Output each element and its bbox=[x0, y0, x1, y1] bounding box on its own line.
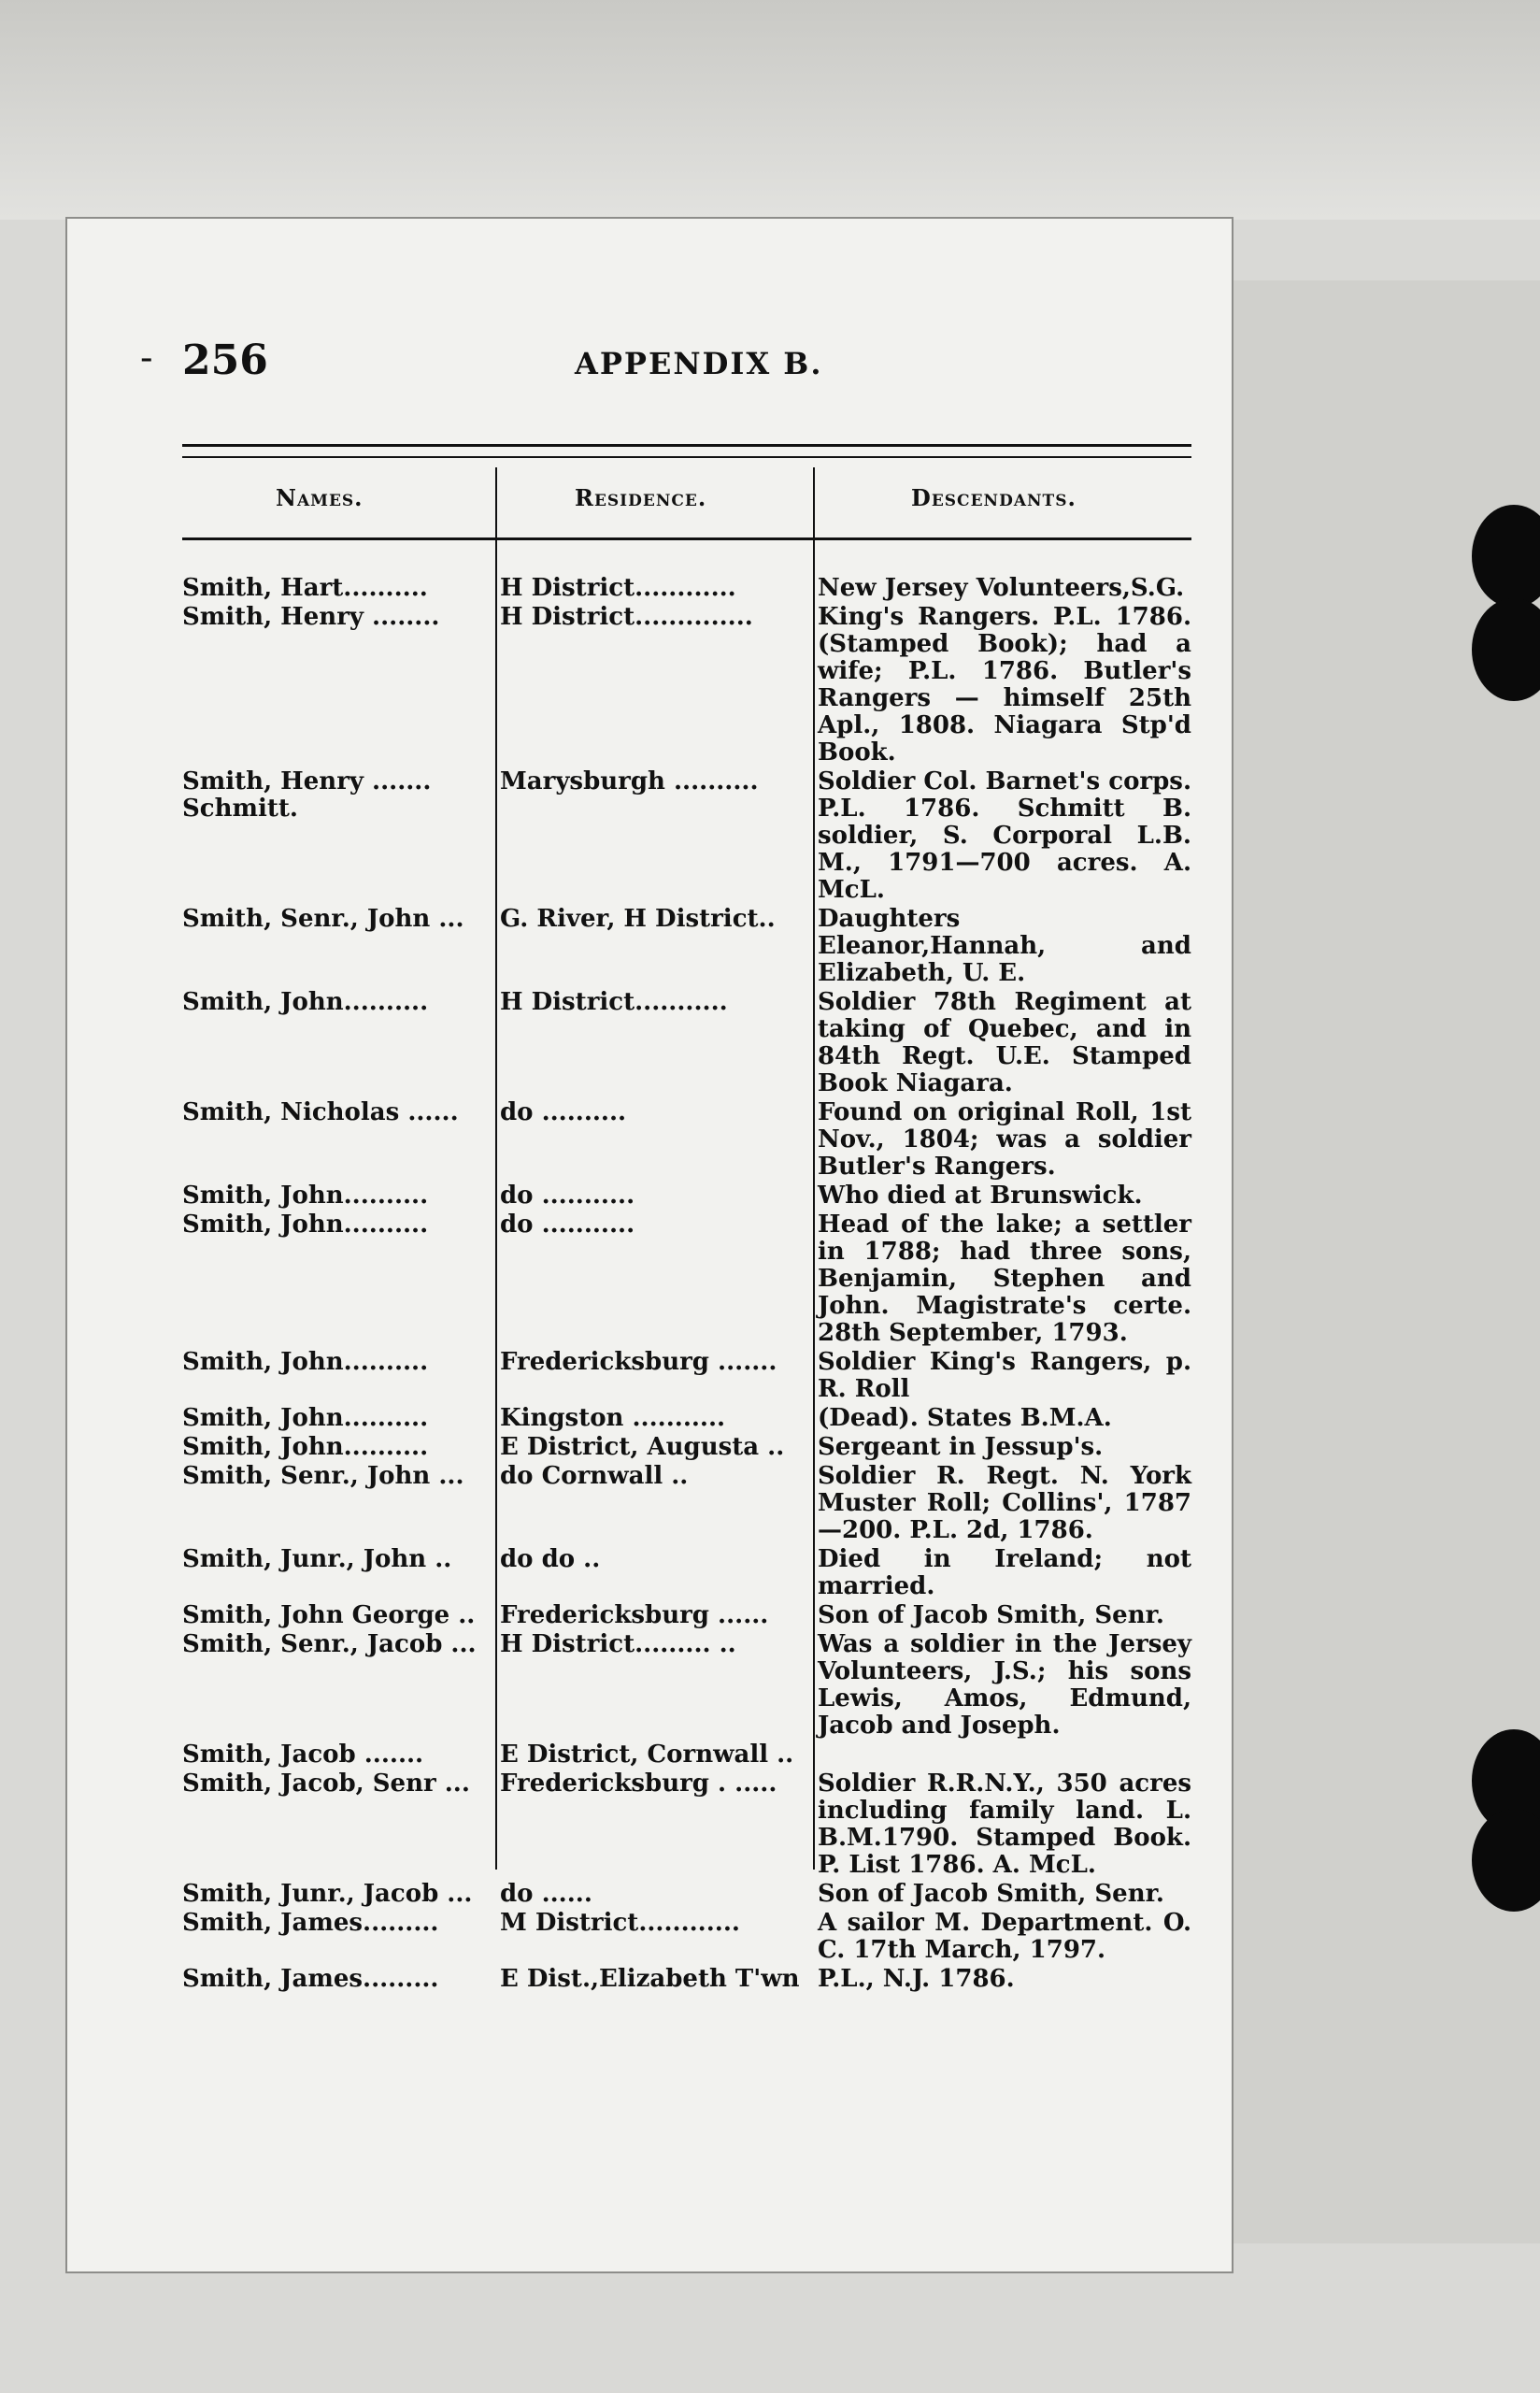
cell-residence: Fredericksburg ....... bbox=[500, 1348, 777, 1376]
cell-name: Smith, Henry ....... Schmitt. bbox=[182, 767, 432, 823]
table-row bbox=[182, 1741, 1191, 1769]
cell-descendants: Soldier King's Rangers, p. R. Roll bbox=[818, 1348, 1191, 1403]
cell-name: Smith, James......... bbox=[182, 1909, 439, 1937]
table-row bbox=[182, 906, 1191, 987]
cell-descendants: Soldier R. Regt. N. York Muster Roll; Collins', 1787 —200. P.L. 2d, 1786. bbox=[818, 1462, 1191, 1544]
cell-descendants: Died in Ireland; not married. bbox=[818, 1545, 1191, 1600]
cell-name: Smith, Jacob, Senr ... bbox=[182, 1770, 470, 1798]
cell-residence: G. River, H District.. bbox=[500, 905, 776, 933]
scan-top-margin bbox=[0, 0, 1540, 220]
cell-descendants: New Jersey Volunteers,S.G. bbox=[818, 574, 1185, 602]
table-row bbox=[182, 1546, 1191, 1600]
cell-name: Smith, Senr., Jacob ... bbox=[182, 1630, 477, 1658]
table-row bbox=[182, 1463, 1191, 1544]
cell-residence: do do .. bbox=[500, 1545, 601, 1573]
cell-name: Smith, Junr., Jacob ... bbox=[182, 1880, 473, 1908]
table-row bbox=[182, 575, 1191, 602]
cell-name: Smith, Jacob ....... bbox=[182, 1741, 424, 1769]
page-number: 256 bbox=[182, 337, 268, 384]
cell-name: Smith, John George .. bbox=[182, 1601, 476, 1629]
cell-residence: H District........... bbox=[500, 988, 728, 1016]
col-head-names: Names. bbox=[276, 484, 364, 511]
col-head-residence: Residence. bbox=[575, 484, 707, 511]
table-row bbox=[182, 1881, 1191, 1908]
table-body bbox=[182, 575, 1191, 1995]
cell-descendants: Soldier Col. Barnet's corps. P.L. 1786. Schmitt B. soldier, S. Corporal L.B. M., 1791—700 acres. A. McL. bbox=[818, 767, 1191, 904]
table-row bbox=[182, 604, 1191, 767]
cell-residence: do ...... bbox=[500, 1880, 592, 1908]
cell-descendants: Was a soldier in the Jersey Volunteers, J.S.; his sons Lewis, Amos, Edmund, Jacob and Joseph. bbox=[818, 1630, 1191, 1740]
cell-descendants: P.L., N.J. 1786. bbox=[818, 1965, 1015, 1993]
cell-name: Smith, John.......... bbox=[182, 1404, 429, 1432]
cell-descendants: (Dead). States B.M.A. bbox=[818, 1404, 1112, 1432]
table-row bbox=[182, 768, 1191, 904]
cell-name: Smith, John.......... bbox=[182, 1182, 429, 1210]
cell-name: Smith, John.......... bbox=[182, 1348, 429, 1376]
register-table bbox=[182, 467, 1191, 540]
table-row bbox=[182, 989, 1191, 1097]
cell-name: Smith, Nicholas ...... bbox=[182, 1098, 459, 1126]
table-row bbox=[182, 1910, 1191, 1964]
cell-residence: Marysburgh .......... bbox=[500, 767, 759, 795]
cell-descendants: Son of Jacob Smith, Senr. bbox=[818, 1601, 1164, 1629]
cell-name: Smith, James......... bbox=[182, 1965, 439, 1993]
cell-residence: H District......... .. bbox=[500, 1630, 736, 1658]
cell-residence: Fredericksburg ...... bbox=[500, 1601, 769, 1629]
cell-name: Smith, John.......... bbox=[182, 1211, 429, 1239]
cell-descendants: Sergeant in Jessup's. bbox=[818, 1433, 1104, 1461]
cell-descendants: Soldier R.R.N.Y., 350 acres including family land. L. B.M.1790. Stamped Book. P. List 1786. A. McL. bbox=[818, 1770, 1191, 1879]
cell-residence: H District.............. bbox=[500, 603, 753, 631]
cell-name: Smith, Senr., John ... bbox=[182, 905, 464, 933]
cell-name: Smith, Hart.......... bbox=[182, 574, 428, 602]
table-row bbox=[182, 1966, 1191, 1993]
table-row bbox=[182, 1631, 1191, 1740]
cell-descendants: Found on original Roll, 1st Nov., 1804; was a soldier Butler's Rangers. bbox=[818, 1098, 1191, 1181]
cell-residence: do ........... bbox=[500, 1182, 635, 1210]
cell-residence: Fredericksburg . ..... bbox=[500, 1770, 777, 1798]
column-headers bbox=[182, 467, 1191, 540]
cell-descendants: Son of Jacob Smith, Senr. bbox=[818, 1880, 1164, 1908]
cell-residence: Kingston ........... bbox=[500, 1404, 726, 1432]
col-head-descendants: Descendants. bbox=[911, 484, 1077, 511]
cell-descendants bbox=[818, 1741, 1191, 1769]
margin-dash: - bbox=[140, 337, 153, 380]
table-row bbox=[182, 1099, 1191, 1181]
cell-residence: E Dist.,Elizabeth T'wn bbox=[500, 1965, 800, 1993]
table-row bbox=[182, 1405, 1191, 1432]
cell-descendants: Daughters Eleanor,Hannah, and Elizabeth, U. E. bbox=[818, 905, 1191, 987]
header-rule bbox=[182, 444, 1191, 458]
cell-residence: do ........... bbox=[500, 1211, 635, 1239]
page-header bbox=[117, 337, 1191, 393]
table-row bbox=[182, 1770, 1191, 1879]
cell-residence: M District............ bbox=[500, 1909, 740, 1937]
cell-name: Smith, John.......... bbox=[182, 1433, 429, 1461]
cell-name: Smith, Junr., John .. bbox=[182, 1545, 452, 1573]
table-row bbox=[182, 1434, 1191, 1461]
table-row bbox=[182, 1182, 1191, 1210]
cell-descendants: Who died at Brunswick. bbox=[818, 1182, 1143, 1210]
page-title: APPENDIX B. bbox=[575, 346, 823, 381]
cell-residence: E District, Cornwall .. bbox=[500, 1741, 794, 1769]
cell-descendants: Head of the lake; a settler in 1788; had three sons, Benjamin, Stephen and John. Magistrate's certe. 28th September, 1793. bbox=[818, 1211, 1191, 1347]
cell-residence: E District, Augusta .. bbox=[500, 1433, 785, 1461]
table-row bbox=[182, 1349, 1191, 1403]
cell-name: Smith, John.......... bbox=[182, 988, 429, 1016]
table-row bbox=[182, 1602, 1191, 1629]
cell-descendants: King's Rangers. P.L. 1786. (Stamped Book); had a wife; P.L. 1786. Butler's Rangers — himself 25th Apl., 1808. Niagara Stp'd Book. bbox=[818, 603, 1191, 767]
cell-descendants: Soldier 78th Regiment at taking of Quebec, and in 84th Regt. U.E. Stamped Book Niagara. bbox=[818, 988, 1191, 1097]
cell-name: Smith, Henry ........ bbox=[182, 603, 440, 631]
cell-residence: do .......... bbox=[500, 1098, 627, 1126]
cell-descendants: A sailor M. Department. O. C. 17th March, 1797. bbox=[818, 1909, 1191, 1964]
cell-residence: do Cornwall .. bbox=[500, 1462, 689, 1490]
table-row bbox=[182, 1211, 1191, 1347]
cell-name: Smith, Senr., John ... bbox=[182, 1462, 464, 1490]
cell-residence: H District............ bbox=[500, 574, 736, 602]
